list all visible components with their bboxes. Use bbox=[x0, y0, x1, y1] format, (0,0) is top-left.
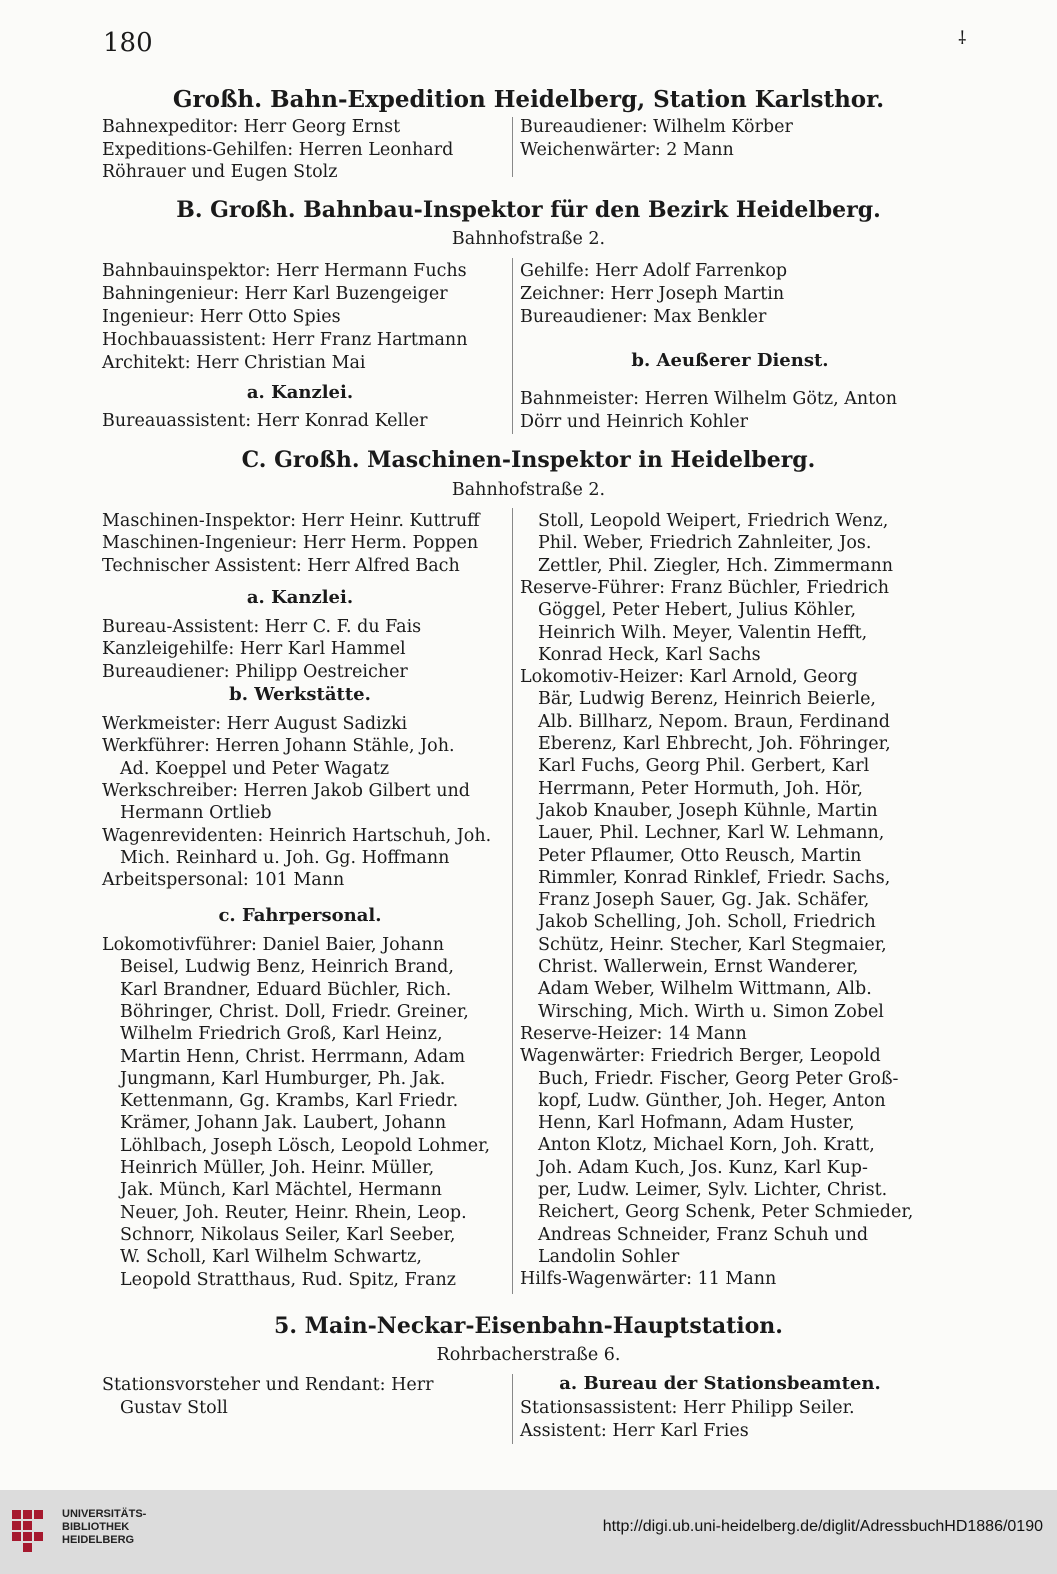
text-line: Bahnmeister: Herren Wilhelm Götz, Anton bbox=[520, 389, 898, 409]
text-line: Jakob Knauber, Joseph Kühnle, Martin bbox=[538, 800, 878, 821]
text-line: Dörr und Heinrich Kohler bbox=[520, 412, 748, 432]
section-a-title: Großh. Bahn-Expedition Heidelberg, Station Karlsthor. bbox=[172, 86, 885, 113]
text-line: Reichert, Georg Schenk, Peter Schmieder, bbox=[538, 1202, 914, 1223]
text-line: Krämer, Johann Jak. Laubert, Johann bbox=[120, 1113, 447, 1134]
text-line: Böhringer, Christ. Doll, Friedr. Greiner, bbox=[120, 1001, 469, 1022]
column-divider bbox=[512, 258, 513, 434]
section-5-address: Rohrbacherstraße 6. bbox=[436, 1345, 621, 1365]
text-line: Karl Brandner, Eduard Büchler, Rich. bbox=[120, 979, 452, 1000]
library-name bbox=[62, 1508, 146, 1547]
section-b-aeusserer-dienst-heading: b. Aeußerer Dienst. bbox=[631, 350, 829, 371]
text-line: Wirsching, Mich. Wirth u. Simon Zobel bbox=[538, 1001, 884, 1022]
text-line: Peter Pflaumer, Otto Reusch, Martin bbox=[538, 845, 862, 866]
text-line: Anton Klotz, Michael Korn, Joh. Kratt, bbox=[538, 1135, 875, 1156]
text-line: Lokomotiv-Heizer: Karl Arnold, Georg bbox=[520, 667, 858, 688]
section-b-address: Bahnhofstraße 2. bbox=[451, 229, 606, 249]
text-line: Andreas Schneider, Franz Schuh und bbox=[538, 1224, 869, 1245]
text-line: Bahningenieur: Herr Karl Buzengeiger bbox=[102, 284, 448, 304]
text-line: Maschinen-Inspektor: Herr Heinr. Kuttruff bbox=[102, 511, 480, 531]
text-line: Lokomotivführer: Daniel Baier, Johann bbox=[102, 935, 444, 955]
text-line: Weichenwärter: 2 Mann bbox=[520, 139, 734, 160]
source-url-link[interactable]: http://digi.ub.uni-heidelberg.de/diglit/AdressbuchHD1886/0190 bbox=[602, 1518, 1043, 1535]
text-line: Franz Joseph Sauer, Gg. Jak. Schäfer, bbox=[538, 890, 870, 911]
section-c-title: C. Großh. Maschinen-Inspektor in Heidelberg. bbox=[241, 447, 816, 473]
text-line: Schnorr, Nikolaus Seiler, Karl Seeber, bbox=[120, 1224, 456, 1245]
text-line: Henn, Karl Hofmann, Adam Huster, bbox=[538, 1113, 855, 1134]
text-line: Reserve-Führer: Franz Büchler, Friedrich bbox=[520, 577, 890, 598]
text-line: kopf, Ludw. Günther, Joh. Heger, Anton bbox=[538, 1090, 886, 1111]
section-c-address: Bahnhofstraße 2. bbox=[451, 480, 606, 500]
text-line: Ad. Koeppel und Peter Wagatz bbox=[120, 758, 390, 779]
text-line: Hilfs-Wagenwärter: 11 Mann bbox=[520, 1269, 777, 1290]
text-line: Bureaudiener: Wilhelm Körber bbox=[520, 117, 793, 137]
text-line: Bureauassistent: Herr Konrad Keller bbox=[102, 411, 428, 431]
text-line: Hochbauassistent: Herr Franz Hartmann bbox=[102, 330, 468, 350]
text-line: Stationsassistent: Herr Philipp Seiler. bbox=[520, 1398, 855, 1418]
text-line: Jungmann, Karl Humburger, Ph. Jak. bbox=[120, 1068, 446, 1089]
text-line: Karl Fuchs, Georg Phil. Gerbert, Karl bbox=[538, 756, 870, 777]
footer-bar bbox=[0, 1490, 1057, 1574]
corner-mark: ⸸ bbox=[958, 28, 967, 49]
text-line: Architekt: Herr Christian Mai bbox=[102, 353, 366, 373]
text-line: Christ. Wallerwein, Ernst Wanderer, bbox=[538, 957, 859, 977]
text-line: Hermann Ortlieb bbox=[120, 803, 272, 824]
library-name-line: UNIVERSITÄTS- bbox=[62, 1508, 147, 1520]
text-line: Joh. Adam Kuch, Jos. Kunz, Karl Kup- bbox=[538, 1157, 868, 1178]
text-line: Werkführer: Herren Johann Stähle, Joh. bbox=[102, 736, 455, 757]
section-b-title: B. Großh. Bahnbau-Inspektor für den Bezirk Heidelberg. bbox=[176, 197, 881, 223]
text-line: Technischer Assistent: Herr Alfred Bach bbox=[102, 555, 460, 576]
text-line: Stoll, Leopold Weipert, Friedrich Wenz, bbox=[538, 511, 889, 531]
text-line: Maschinen-Ingenieur: Herr Herm. Poppen bbox=[102, 533, 479, 554]
text-line: Bahnexpeditor: Herr Georg Ernst bbox=[102, 117, 401, 137]
text-line: Arbeitspersonal: 101 Mann bbox=[102, 870, 345, 891]
text-line: Wagenwärter: Friedrich Berger, Leopold bbox=[520, 1046, 881, 1067]
text-line: Rimmler, Konrad Rinklef, Friedr. Sachs, bbox=[538, 867, 891, 888]
page-number: 180 bbox=[103, 28, 153, 58]
text-line: Zeichner: Herr Joseph Martin bbox=[520, 284, 785, 304]
section-5-bureau-heading: a. Bureau der Stationsbeamten. bbox=[559, 1373, 881, 1394]
text-line: Wilhelm Friedrich Groß, Karl Heinz, bbox=[120, 1024, 443, 1045]
text-line: Werkmeister: Herr August Sadizki bbox=[102, 714, 408, 734]
text-line: Eberenz, Karl Ehbrecht, Joh. Föhringer, bbox=[538, 734, 891, 754]
university-library-logo-icon bbox=[10, 1506, 54, 1554]
text-line: Heinrich Wilh. Meyer, Valentin Hefft, bbox=[538, 622, 868, 643]
library-name-line: BIBLIOTHEK bbox=[62, 1521, 130, 1533]
text-line: Expeditions-Gehilfen: Herren Leonhard bbox=[102, 139, 454, 160]
text-line: Landolin Sohler bbox=[538, 1246, 680, 1267]
text-line: Adam Weber, Wilhelm Wittmann, Alb. bbox=[538, 979, 872, 1000]
text-line: per, Ludw. Leimer, Sylv. Lichter, Christ. bbox=[538, 1180, 888, 1200]
text-line: Kettenmann, Gg. Krambs, Karl Friedr. bbox=[120, 1091, 459, 1112]
text-line: Leopold Stratthaus, Rud. Spitz, Franz bbox=[120, 1269, 456, 1290]
text-line: Gustav Stoll bbox=[120, 1397, 228, 1418]
text-line: Bureaudiener: Philipp Oestreicher bbox=[102, 661, 408, 682]
column-divider bbox=[512, 508, 513, 1294]
text-line: Buch, Friedr. Fischer, Georg Peter Groß- bbox=[538, 1068, 899, 1089]
section-b-kanzlei-heading: a. Kanzlei. bbox=[246, 382, 354, 403]
text-line: Werkschreiber: Herren Jakob Gilbert und bbox=[102, 780, 470, 801]
text-line: Bureaudiener: Max Benkler bbox=[520, 307, 767, 327]
text-line: Heinrich Müller, Joh. Heinr. Müller, bbox=[120, 1158, 435, 1178]
text-line: Bahnbauinspektor: Herr Hermann Fuchs bbox=[102, 261, 467, 281]
section-c-fahrpersonal-heading: c. Fahrpersonal. bbox=[218, 905, 382, 926]
text-line: Jak. Münch, Karl Mächtel, Hermann bbox=[120, 1180, 442, 1201]
text-line: Kanzleigehilfe: Herr Karl Hammel bbox=[102, 639, 406, 660]
text-line: Ingenieur: Herr Otto Spies bbox=[102, 307, 341, 327]
text-line: Neuer, Joh. Reuter, Heinr. Rhein, Leop. bbox=[120, 1202, 467, 1223]
text-line: Wagenrevidenten: Heinrich Hartschuh, Joh. bbox=[102, 825, 492, 846]
library-name-line: HEIDELBERG bbox=[62, 1534, 135, 1546]
text-line: Zettler, Phil. Ziegler, Hch. Zimmermann bbox=[538, 555, 893, 576]
text-line: Martin Henn, Christ. Herrmann, Adam bbox=[120, 1046, 466, 1067]
text-line: Bär, Ludwig Berenz, Heinrich Beierle, bbox=[538, 689, 876, 710]
text-line: Herrmann, Peter Hormuth, Joh. Hör, bbox=[538, 778, 863, 799]
text-line: W. Scholl, Karl Wilhelm Schwartz, bbox=[120, 1247, 422, 1268]
section-c-werkstaette-heading: b. Werkstätte. bbox=[229, 684, 371, 705]
text-line: Lauer, Phil. Lechner, Karl W. Lehmann, bbox=[538, 823, 885, 844]
text-line: Assistent: Herr Karl Fries bbox=[520, 1420, 749, 1441]
text-line: Konrad Heck, Karl Sachs bbox=[538, 644, 761, 665]
text-line: Schütz, Heinr. Stecher, Karl Stegmaier, bbox=[538, 934, 887, 955]
text-line: Reserve-Heizer: 14 Mann bbox=[520, 1023, 747, 1044]
text-line: Gehilfe: Herr Adolf Farrenkop bbox=[520, 261, 788, 281]
text-line: Röhrauer und Eugen Stolz bbox=[102, 162, 338, 182]
column-divider bbox=[512, 1374, 513, 1444]
text-line: Alb. Billharz, Nepom. Braun, Ferdinand bbox=[538, 711, 890, 732]
text-line: Jakob Schelling, Joh. Scholl, Friedrich bbox=[538, 912, 876, 933]
text-line: Bureau-Assistent: Herr C. F. du Fais bbox=[102, 617, 422, 637]
column-divider bbox=[512, 117, 513, 177]
section-5-title: 5. Main-Neckar-Eisenbahn-Hauptstation. bbox=[274, 1313, 783, 1339]
text-line: Göggel, Peter Hebert, Julius Köhler, bbox=[538, 600, 857, 621]
text-line: Beisel, Ludwig Benz, Heinrich Brand, bbox=[120, 957, 454, 978]
text-line: Löhlbach, Joseph Lösch, Leopold Lohmer, bbox=[120, 1135, 491, 1156]
text-line: Mich. Reinhard u. Joh. Gg. Hoffmann bbox=[120, 847, 450, 868]
section-c-kanzlei-heading: a. Kanzlei. bbox=[246, 587, 354, 608]
text-line: Stationsvorsteher und Rendant: Herr bbox=[102, 1375, 434, 1395]
text-line: Phil. Weber, Friedrich Zahnleiter, Jos. bbox=[538, 533, 872, 554]
